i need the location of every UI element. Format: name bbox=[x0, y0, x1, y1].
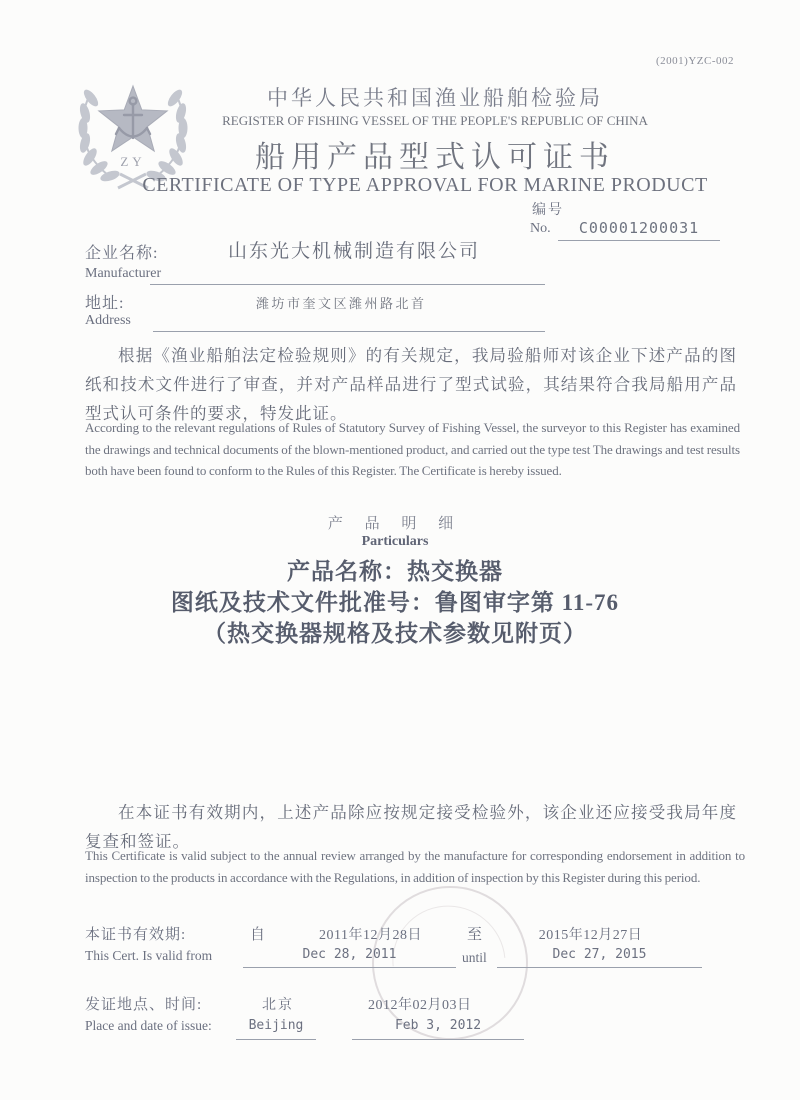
authority-name-cn: 中华人民共和国渔业船舶检验局 bbox=[267, 86, 603, 110]
particulars-product-name: 产品名称：热交换器 bbox=[287, 559, 503, 584]
particulars-heading-cn: 产 品 明 细 bbox=[327, 516, 463, 532]
validity-to-date-cn: 2015年12月27日 bbox=[538, 928, 643, 943]
validity-to-underline bbox=[497, 967, 702, 968]
issue-place-en: Beijing bbox=[248, 1018, 304, 1033]
form-code: (2001)YZC-002 bbox=[656, 55, 734, 67]
authority-name-en: REGISTER OF FISHING VESSEL OF THE PEOPLE'S REPUBLIC OF CHINA bbox=[222, 113, 648, 128]
manufacturer-value: 山东光大机械制造有限公司 bbox=[228, 241, 481, 262]
validity-from-date-en: Dec 28, 2011 bbox=[302, 947, 397, 962]
validity-from-prefix-cn: 自 bbox=[250, 927, 266, 943]
issue-date-cn: 2012年02月03日 bbox=[368, 998, 472, 1013]
validity-to-date-en: Dec 27, 2015 bbox=[552, 947, 647, 962]
validity-until-cn: 至 bbox=[467, 927, 483, 943]
manufacturer-label-en: Manufacturer bbox=[85, 266, 162, 281]
validity-label-cn: 本证书有效期: bbox=[85, 927, 187, 943]
validity-label-en: This Cert. Is valid from bbox=[85, 948, 213, 963]
manufacturer-underline bbox=[150, 284, 545, 285]
certificate-title-cn: 船用产品型式认可证书 bbox=[255, 141, 615, 174]
address-label-en: Address bbox=[85, 313, 131, 328]
issue-place-underline bbox=[236, 1039, 316, 1040]
manufacturer-label-cn: 企业名称: bbox=[85, 245, 159, 262]
issue-date-en: Feb 3, 2012 bbox=[394, 1018, 482, 1033]
issue-date-underline bbox=[352, 1039, 524, 1040]
statement-en: According to the relevant regulations of Rules of Statutory Survey of Fishing Vessel, the surveyor to this Register has examined the drawings and technical documents of the blown-mentioned product, and carried out the type test The drawings and test results both have been found to conform to the Rules of this Register. The Certificate is hereby issued. bbox=[85, 420, 740, 478]
emblem-text: ZY bbox=[120, 154, 146, 169]
particulars-heading-en: Particulars bbox=[361, 534, 429, 549]
validity-from-underline bbox=[243, 967, 456, 968]
annual-review-cn: 在本证书有效期内，上述产品除应按规定接受检验外，该企业还应接受我局年度复查和签证。 bbox=[85, 803, 737, 851]
issue-place-cn: 北京 bbox=[262, 998, 294, 1013]
address-value: 潍坊市奎文区潍州路北首 bbox=[256, 296, 427, 311]
address-underline bbox=[153, 331, 545, 332]
annual-review-en: This Certificate is valid subject to the annual review arranged by the manufacture for corresponding endorsement in addition to inspection to the products in accordance with the Regulations, in addition of inspection by this Register during this period. bbox=[85, 848, 745, 885]
certificate-title-en: CERTIFICATE OF TYPE APPROVAL FOR MARINE PRODUCT bbox=[142, 174, 708, 196]
number-label-en: No. bbox=[530, 221, 551, 236]
address-label-cn: 地址: bbox=[85, 295, 125, 312]
number-label-cn: 编号 bbox=[532, 203, 564, 218]
number-value: C00001200031 bbox=[578, 219, 700, 237]
issue-label-en: Place and date of issue: bbox=[85, 1018, 212, 1033]
validity-until-en: until bbox=[462, 950, 487, 965]
number-underline bbox=[558, 240, 720, 241]
wreath-leaves-right bbox=[145, 87, 188, 183]
statement-cn: 根据《渔业船舶法定检验规则》的有关规定，我局验船师对该企业下述产品的图纸和技术文件进行了审查，并对产品样品进行了型式试验，其结果符合我局船用产品型式认可条件的要求，特发此证。 bbox=[85, 346, 737, 423]
issue-label-cn: 发证地点、时间: bbox=[85, 997, 203, 1013]
wreath-leaves-left bbox=[78, 87, 121, 183]
validity-from-date-cn: 2011年12月28日 bbox=[319, 928, 422, 943]
particulars-note: （热交换器规格及技术参数见附页） bbox=[203, 621, 587, 646]
particulars-approval-no: 图纸及技术文件批准号：鲁图审字第 11-76 bbox=[170, 590, 620, 615]
